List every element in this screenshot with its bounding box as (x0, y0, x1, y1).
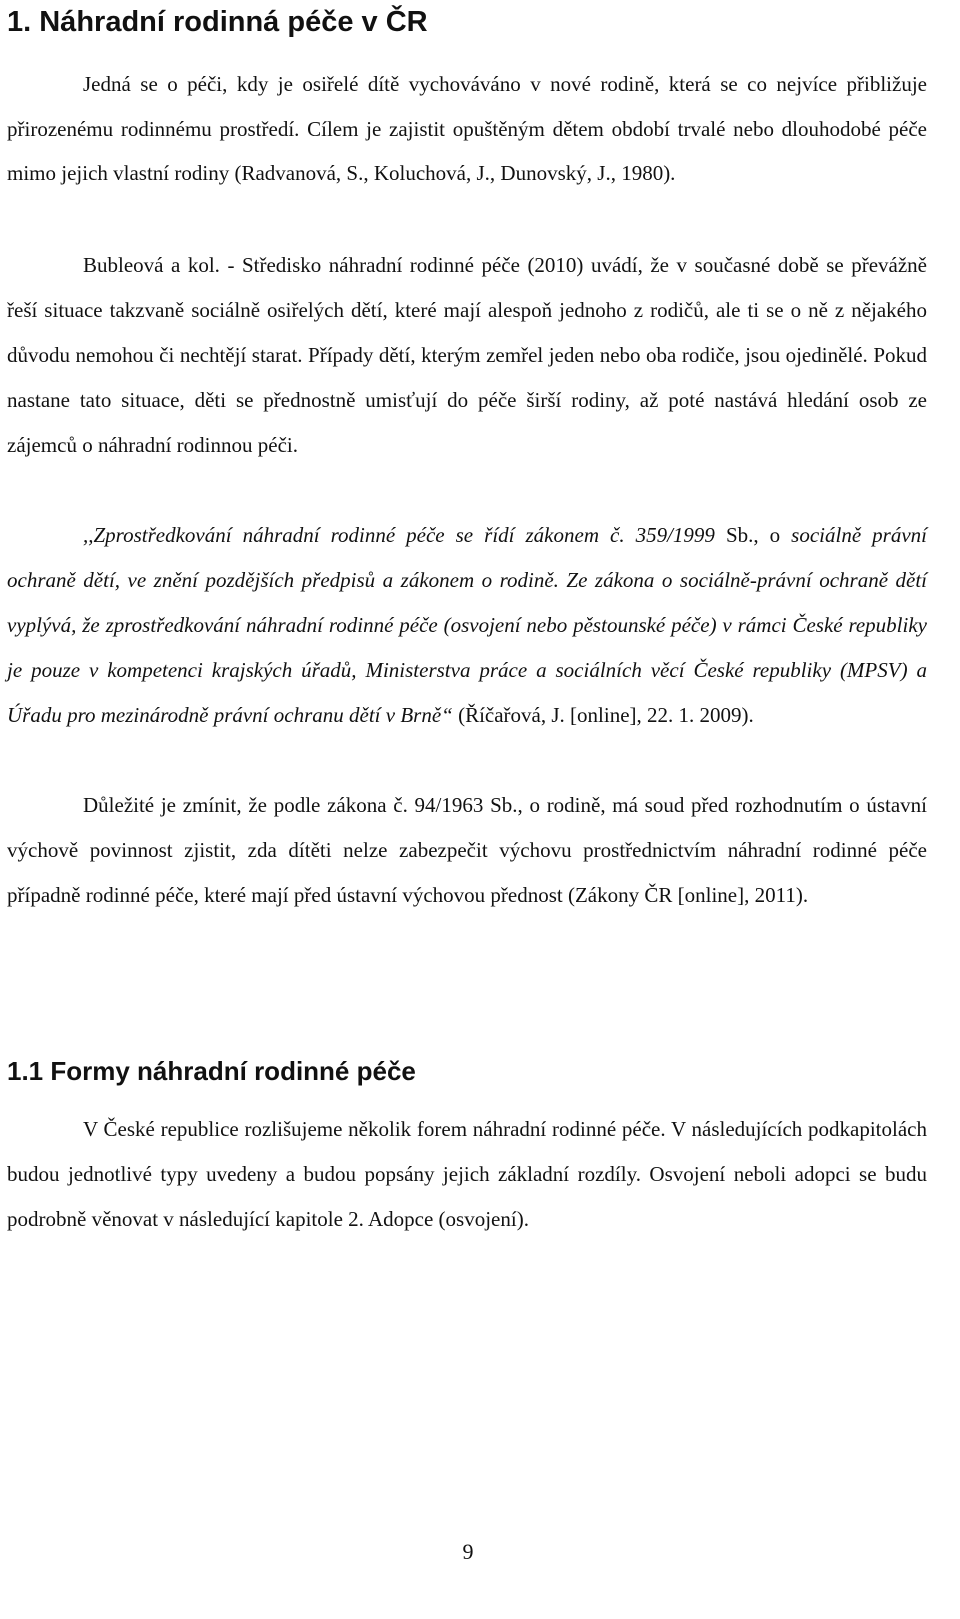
citation-regular-part-1: Sb., o (714, 523, 792, 547)
paragraph-social-orphans: Bubleová a kol. - Středisko náhradní rodinné péče (2010) uvádí, že v současné době se převážně řeší situace takzvaně sociálně osiřelých dětí, které mají alespoň jednoho z rodičů, ale ti se o ně z nějakého důvodu nemohou či nechtějí starat. Případy dětí, kterým zemřel jeden nebo oba rodiče, jsou ojedinělé. Pokud nastane tato situace, děti se přednostně umisťují do péče širší rodiny, až poté nastává hledání osob ze zájemců o náhradní rodinnou péči. (7, 253, 927, 457)
chapter-heading: 1. Náhradní rodinná péče v ČR (7, 6, 428, 38)
page-number: 9 (462, 1539, 474, 1564)
citation-regular-part-2: (Říčařová, J. [online], 22. 1. 2009). (452, 703, 754, 727)
section-heading: 1.1 Formy náhradní rodinné péče (7, 1056, 416, 1086)
paragraph-court-duty: Důležité je zmínit, že podle zákona č. 94/1963 Sb., o rodině, má soud před rozhodnutím o ústavní výchově povinnost zjistit, zda dítěti nelze zabezpečit výchovu prostřednictvím náhradní rodinné péče případně rodinné péče, které mají před ústavní výchovou přednost (Zákony ČR [online], 2011). (7, 793, 927, 907)
citation-italic-part-2: sociálně právní ochraně dětí, ve znění pozdějších předpisů a zákonem o rodině. Ze zákona o sociálně-právní ochraně dětí vyplývá, že zprostředkování náhradní rodinné péče (osvojení nebo pěstounské péče) v rámci České republiky je pouze v kompetenci krajských úřadů, Ministerstva práce a sociálních věcí České republiky (MPSV) a Úřadu pro mezinárodně právní ochranu dětí v Brně“ (7, 523, 927, 727)
paragraph-law-citation (7, 513, 927, 738)
citation-italic-part-1: ,,Zprostředkování náhradní rodinné péče se řídí zákonem č. 359/1999 (83, 523, 715, 547)
paragraph-definition: Jedná se o péči, kdy je osiřelé dítě vychováváno v nové rodině, která se co nejvíce přibližuje přirozenému rodinnému prostředí. Cílem je zajistit opuštěným dětem období trvalé nebo dlouhodobé péče mimo jejich vlastní rodiny (Radvanová, S., Koluchová, J., Dunovský, J., 1980). (7, 72, 927, 185)
paragraph-forms-intro: V České republice rozlišujeme několik forem náhradní rodinné péče. V následujících podkapitolách budou jednotlivé typy uvedeny a budou popsány jejich základní rozdíly. Osvojení neboli adopci se budu podrobně věnovat v následující kapitole 2. Adopce (osvojení). (7, 1117, 927, 1231)
